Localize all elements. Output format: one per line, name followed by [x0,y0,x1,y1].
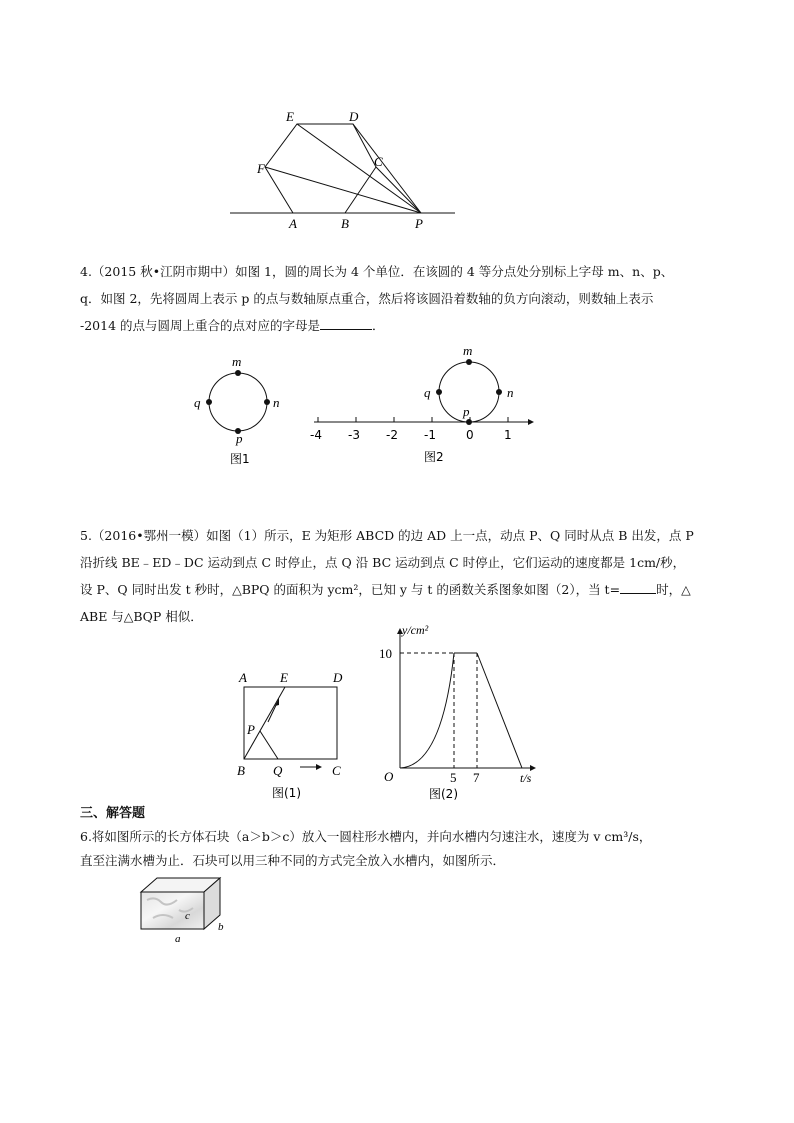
label-a: a [175,933,181,945]
tick-label: -3 [348,428,360,442]
q4-line-1: 4.（2015 秋•江阴市期中）如图 1，圆的周长为 4 个单位．在该圆的 4 等分点处分别标上字母 m、n、p、 [80,264,674,279]
q5-figure-2 [370,618,540,802]
q5-line-3-end: 时，△ [656,582,691,597]
q6-line-1: 6.将如图所示的长方体石块（a＞b＞c）放入一圆柱形水槽内，并向水槽内匀速注水，速度为 v cm³/s， [80,829,652,844]
tick-label: 1 [504,428,512,442]
label-B: B [237,763,245,778]
section-title: 三、解答题 [80,806,146,821]
label-A: A [289,216,297,231]
label-E: E [286,109,294,124]
q4-line-3 [80,312,385,339]
y-value-10: 10 [379,646,392,661]
point-m [235,370,241,376]
x-axis-label: t/s [520,771,532,785]
label-Q: Q [273,763,283,778]
caption-fig-2: 图(2) [429,787,458,801]
tick-label: -2 [386,428,398,442]
tick-label: -1 [424,428,436,442]
label-q: q [424,385,431,400]
label-D: D [333,670,343,685]
label-q: q [194,395,201,410]
label-D: D [349,109,359,124]
label-F: F [257,161,265,176]
q5-line-1: 5.（2016•鄂州一模）如图（1）所示，E 为矩形 ABCD 的边 AD 上一点，动点 P、Q 同时从点 B 出发，点 P [80,528,694,543]
point-n [264,399,270,405]
point-n [496,389,502,395]
label-P: P [415,216,423,231]
q5-line-4: ABE 与△BQP 相似． [80,609,203,624]
label-n: n [507,385,514,400]
x-value-5: 5 [450,770,457,785]
tick-label: 0 [466,428,474,442]
stone-block-figure [135,870,235,946]
label-P: P [247,722,255,737]
q4-line-3-text: -2014 的点与圆周上重合的点对应的字母是 [80,318,321,333]
hexagon-figure [225,100,465,235]
q5-line-2: 沿折线 BE﹣ED﹣DC 运动到点 C 时停止，点 Q 沿 BC 运动到点 C 时停止，它们运动的速度都是 1cm/秒， [80,555,686,570]
point-q [206,399,212,405]
label-B: B [341,216,349,231]
q5-line-3-text: 设 P、Q 同时出发 t 秒时，△BPQ 的面积为 ycm²，已知 y 与 t 的函数关系图象如图（2），当 t= [80,582,621,597]
label-E: E [280,670,288,685]
label-n: n [273,395,280,410]
caption-fig1: 图1 [230,452,250,466]
label-m: m [463,343,473,358]
label-C: C [332,763,341,778]
answer-blank[interactable] [620,581,656,594]
label-b: b [218,921,224,933]
label-m: m [232,354,242,369]
q6-line-2: 直至注满水槽为止．石块可以用三种不同的方式完全放入水槽内，如图所示． [80,853,506,868]
q4-figure-1 [190,352,300,467]
q5-figure-1 [232,670,362,802]
label-C: C [374,154,383,169]
point-q [436,389,442,395]
label-p: p [236,431,243,446]
x-value-7: 7 [473,770,480,785]
label-A: A [239,670,247,685]
y-axis-label: y/cm² [402,623,429,637]
q4-line-2: q．如图 2，先将圆周上表示 p 的点与数轴原点重合，然后将该圆沿着数轴的负方向滚动，则数轴上表示 [80,291,654,306]
q4-line-3-end: ． [372,318,385,333]
label-p: p [463,404,470,419]
answer-blank[interactable] [320,317,372,330]
caption-fig-1: 图(1) [272,786,301,800]
q5-line-3 [80,576,691,603]
point-m [466,359,472,365]
q4-figure-2 [300,342,540,467]
caption-fig2: 图2 [424,450,444,464]
origin-label: O [384,769,394,784]
tick-label: -4 [310,428,322,442]
label-c: c [185,910,190,922]
